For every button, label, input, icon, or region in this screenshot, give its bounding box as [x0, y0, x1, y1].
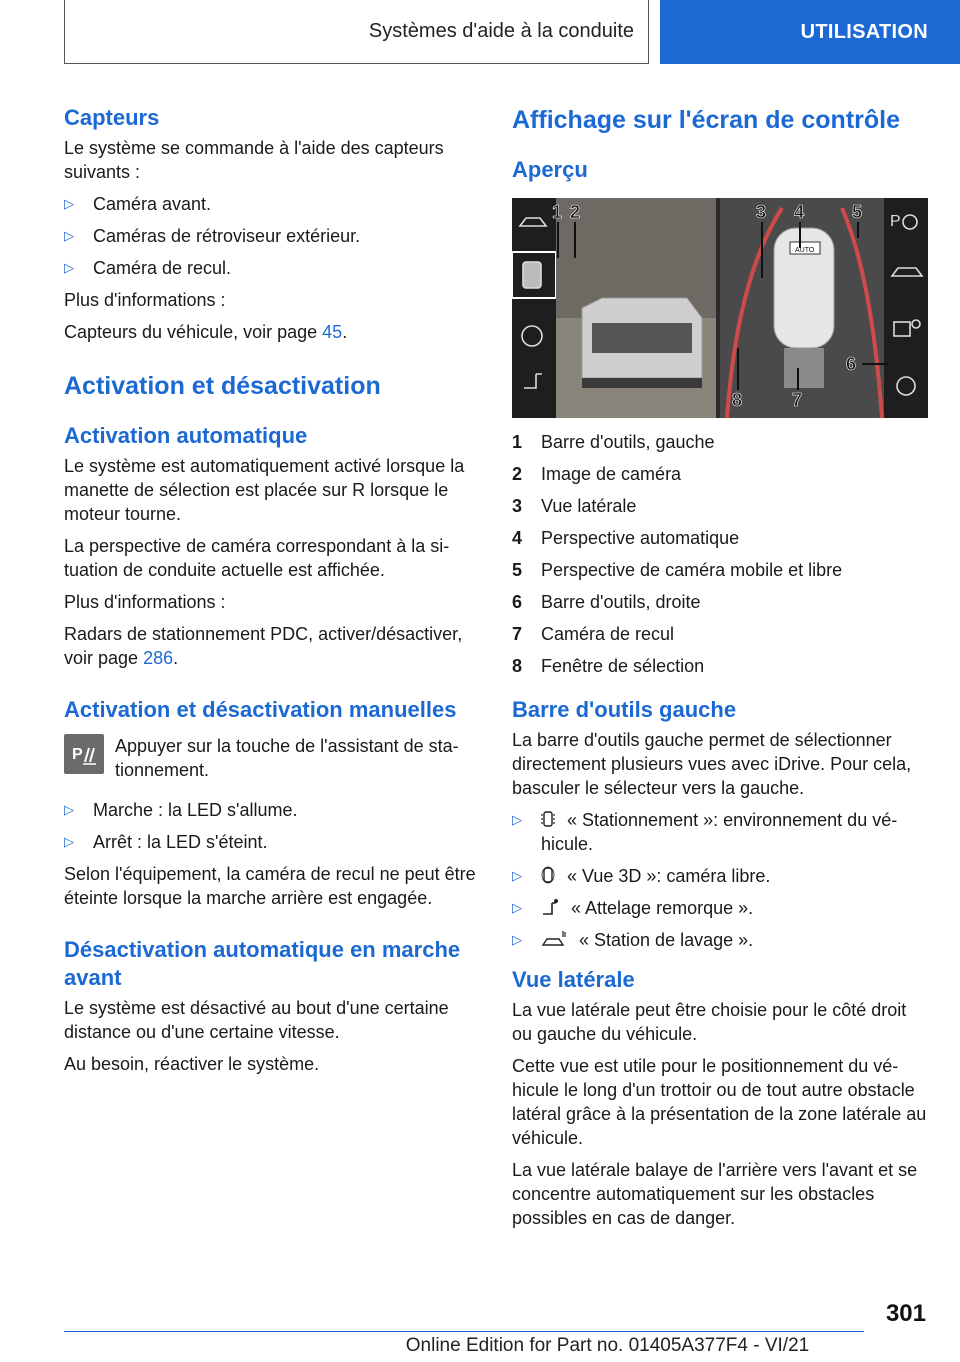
- sensors-heading: Capteurs: [64, 105, 160, 130]
- legend-item: 1 Barre d'outils, gauche: [512, 432, 715, 452]
- legend-item: 6 Barre d'outils, droite: [512, 592, 701, 612]
- display-heading: Affichage sur l'écran de contrôle: [512, 106, 900, 134]
- pdc-button-instruction: [64, 734, 476, 782]
- parking-view-icon: [541, 809, 555, 829]
- list-item: ▷ Caméras de rétroviseur extérieur.: [64, 226, 361, 246]
- toolbar-list: [512, 808, 928, 952]
- sensors-list: [64, 192, 476, 280]
- list-item: ▷ Marche : la LED s'allume.: [64, 800, 298, 820]
- list-item: ▷ Arrêt : la LED s'éteint.: [64, 832, 268, 852]
- header-section-title: [64, 0, 649, 64]
- callout-6: 6: [846, 354, 857, 374]
- legend-item: 3 Vue latérale: [512, 496, 637, 516]
- page-link-286[interactable]: 286: [143, 648, 174, 668]
- side-view-heading: Vue latérale: [512, 967, 635, 992]
- triangle-bullet-icon: ▷: [64, 260, 74, 275]
- callout-3: 3: [756, 202, 767, 222]
- list-item: ▷ « Station de lavage ».: [512, 930, 754, 950]
- figure-legend: [512, 430, 928, 678]
- triangle-bullet-icon: ▷: [64, 834, 74, 849]
- deactivation-heading: Désactivation automatique en marche avant: [64, 937, 461, 990]
- toolbar-left-heading: Barre d'outils gauche: [512, 697, 737, 722]
- page-link-45[interactable]: 45: [322, 322, 343, 342]
- more-info-label: Plus d'informations :: [64, 290, 226, 310]
- pdc-reference: Radars de stationnement PDC, activer/désactiver, voir page 286.: [64, 624, 463, 668]
- legend-item: 5 Perspective de caméra mobile et libre: [512, 560, 843, 580]
- manual-note: Selon l'équipement, la caméra de recul ne peut être éteinte lorsque la marche arrière est engagée.: [64, 864, 476, 908]
- footer-divider: [64, 1331, 864, 1332]
- sensors-reference: Capteurs du véhicule, voir page 45.: [64, 322, 348, 342]
- control-display-figure: [512, 198, 928, 418]
- more-info-label: Plus d'informations :: [64, 592, 226, 612]
- legend-item: 7 Caméra de recul: [512, 624, 675, 644]
- triangle-bullet-icon: ▷: [512, 932, 522, 947]
- 3d-view-icon: [541, 865, 555, 885]
- park-assist-button-icon: [64, 734, 104, 774]
- triangle-bullet-icon: ▷: [64, 196, 74, 211]
- triangle-bullet-icon: ▷: [512, 812, 522, 827]
- callout-8: 8: [732, 390, 743, 410]
- page-number: 301: [885, 1300, 926, 1327]
- callout-5: 5: [852, 202, 863, 222]
- svg-text:P: P: [890, 213, 901, 230]
- toolbar-intro: La barre d'outils gauche permet de sélectionner directement plusieurs vues avec iDrive. Pour cela, basculer le sélecteur vers la gauche.: [512, 730, 912, 798]
- triangle-bullet-icon: ▷: [64, 802, 74, 817]
- list-item: ▷ « Attelage remorque ».: [512, 898, 754, 918]
- list-item: ▷ « Stationnement »: environnement du véhicule.: [512, 810, 898, 854]
- sensors-intro: Le système se commande à l'aide des capteurs suivants :: [64, 138, 444, 182]
- manual-activation-text: Appuyer sur la touche de l'assistant de stationnement.: [115, 736, 459, 780]
- overview-heading: Aperçu: [512, 157, 588, 182]
- auto-label: AUTO: [795, 247, 815, 254]
- control-display-image: [512, 198, 928, 418]
- deactivation-p2: Au besoin, réactiver le système.: [64, 1054, 320, 1074]
- callout-7: 7: [792, 390, 803, 410]
- deactivation-p1: Le système est désactivé au bout d'une certaine distance ou d'une certaine vitesse.: [64, 998, 449, 1042]
- legend-item: 4 Perspective automatique: [512, 528, 740, 548]
- triangle-bullet-icon: ▷: [512, 900, 522, 915]
- activation-heading: Activation et désactivation: [64, 372, 381, 400]
- list-item: ▷ « Vue 3D »: caméra libre.: [512, 866, 771, 886]
- footer-edition: Online Edition for Part no. 01405A377F4 - VI/21: [405, 1335, 810, 1356]
- manual-list: [64, 798, 476, 854]
- svg-text:P: P: [72, 746, 83, 763]
- chapter-tab-label: UTILISATION: [800, 20, 928, 43]
- triangle-bullet-icon: ▷: [512, 868, 522, 883]
- callout-2: 2: [570, 202, 581, 222]
- list-item: ▷ Caméra avant.: [64, 194, 212, 214]
- side-view-p2: Cette vue est utile pour le positionnement du véhicule le long d'un trottoir ou de tout autre obstacle latéral grâce à la présentation de la zone latérale au véhicule.: [512, 1056, 927, 1148]
- auto-activation-p1: Le système est automatiquement activé lorsque la manette de sélection est placée sur R lorsque le moteur tourne.: [64, 456, 465, 524]
- triangle-bullet-icon: ▷: [64, 228, 74, 243]
- section-title: Systèmes d'aide à la conduite: [368, 20, 634, 42]
- legend-item: 2 Image de caméra: [512, 464, 682, 484]
- manual-activation-heading: Activation et désactivation manuelles: [64, 697, 457, 722]
- side-view-p3: La vue latérale balaye de l'arrière vers l'avant et se concentre automatiquement sur les obstacles possibles en cas de danger.: [512, 1160, 918, 1228]
- side-view-p1: La vue latérale peut être choisie pour le côté droit ou gauche du véhicule.: [512, 1000, 907, 1044]
- left-column: [64, 100, 476, 1084]
- list-item: ▷ Caméra de recul.: [64, 258, 232, 278]
- auto-activation-p2: La perspective de caméra correspondant à la situation de conduite actuelle est affichée.: [64, 536, 450, 580]
- trailer-hitch-icon: [541, 897, 559, 917]
- legend-item: 8 Fenêtre de sélection: [512, 656, 705, 676]
- auto-activation-heading: Activation automatique: [64, 423, 308, 448]
- callout-1: 1: [552, 202, 563, 222]
- chapter-tab[interactable]: [660, 0, 960, 64]
- right-column: [512, 100, 928, 1238]
- callout-4: 4: [794, 202, 805, 222]
- car-wash-icon: [541, 929, 567, 949]
